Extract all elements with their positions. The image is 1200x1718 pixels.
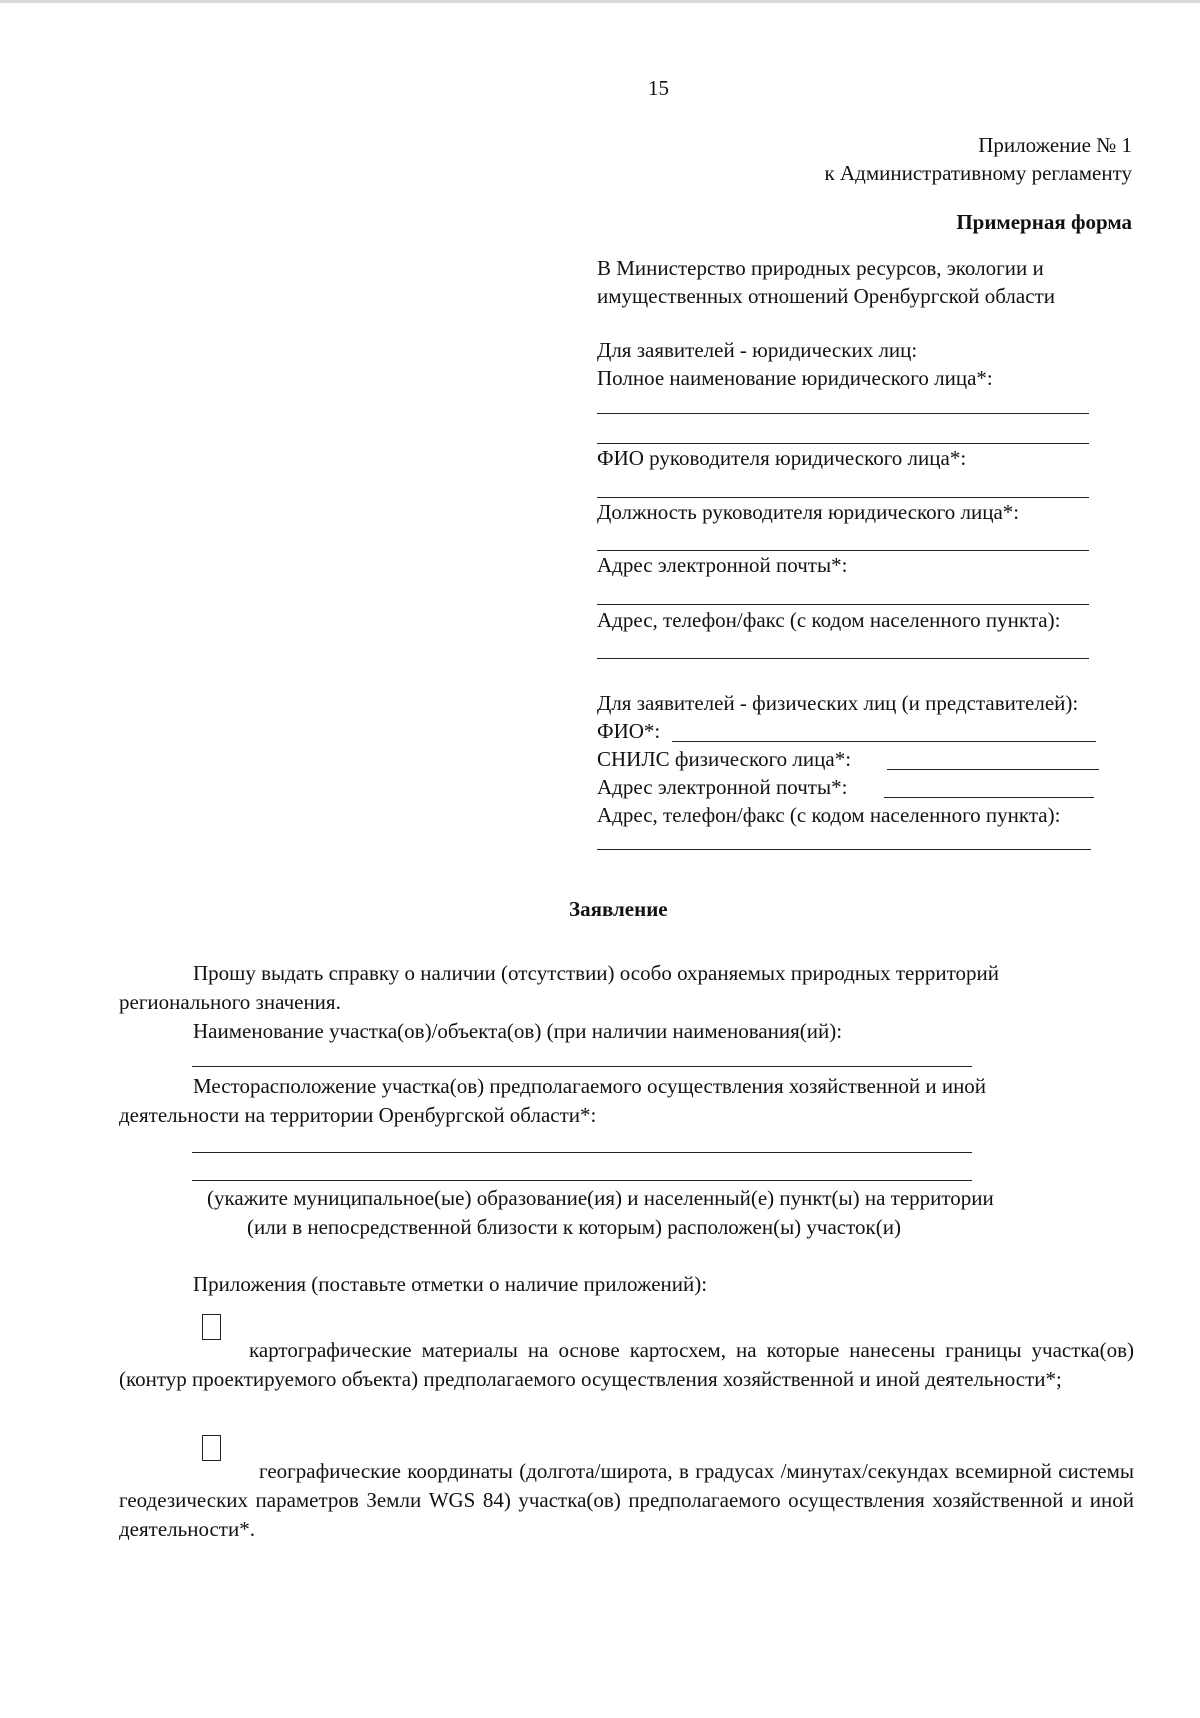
legal-full-name-line2[interactable]: [597, 443, 1089, 444]
individual-email-label: Адрес электронной почты*:: [597, 775, 848, 799]
individual-snils-label: СНИЛС физического лица*:: [597, 747, 852, 771]
legal-heading: Для заявителей - юридических лиц:: [597, 338, 918, 362]
attachments-heading: Приложения (поставьте отметки о наличие приложений):: [193, 1272, 708, 1296]
site-name-label: Наименование участка(ов)/объекта(ов) (при наличии наименования(ий):: [193, 1019, 843, 1043]
individual-email-line[interactable]: [884, 797, 1094, 798]
individual-address-label: Адрес, телефон/факс (с кодом населенного пункта):: [597, 803, 1061, 827]
appendix-reference: к Административному регламенту: [824, 161, 1132, 185]
legal-director-fio-label: ФИО руководителя юридического лица*:: [597, 446, 967, 470]
location-line-b[interactable]: [192, 1180, 972, 1181]
legal-director-position-line[interactable]: [597, 550, 1089, 551]
legal-address-line[interactable]: [597, 658, 1089, 659]
document-title: Заявление: [569, 897, 668, 921]
legal-full-name-label: Полное наименование юридического лица*:: [597, 366, 993, 390]
individual-address-line[interactable]: [597, 849, 1091, 850]
attachment2-text: географические координаты (долгота/широта, в градусах /минутах/секундах всемирной системы геодезических параметров Земли WGS 84) участка(ов) предполагаемого осуществления хозяйственной и иной деятельности*.: [119, 1459, 1134, 1541]
location-line2: деятельности на территории Оренбургской области*:: [119, 1103, 597, 1127]
individual-fio-line[interactable]: [672, 741, 1096, 742]
location-line1: Месторасположение участка(ов) предполагаемого осуществления хозяйственной и иной: [193, 1074, 987, 1098]
location-hint-line2: (или в непосредственной близости к которым) расположен(ы) участок(и): [247, 1215, 901, 1239]
legal-address-label: Адрес, телефон/факс (с кодом населенного пункта):: [597, 608, 1061, 632]
individual-fio-label: ФИО*:: [597, 719, 661, 743]
appendix-number: Приложение № 1: [978, 133, 1132, 157]
scan-edge: [0, 0, 1200, 3]
legal-director-position-label: Должность руководителя юридического лица*:: [597, 500, 1020, 524]
legal-email-line[interactable]: [597, 604, 1089, 605]
request-line2: регионального значения.: [119, 990, 341, 1014]
location-line-a[interactable]: [192, 1152, 972, 1153]
legal-full-name-line1[interactable]: [597, 413, 1089, 414]
attachment1-text: картографические материалы на основе картосхем, на которые нанесены границы участка(ов) (контур проектируемого объекта) предполагаемого осуществления хозяйственной и иной деятельности*;: [119, 1338, 1134, 1391]
request-line1: Прошу выдать справку о наличии (отсутствии) особо охраняемых природных территорий: [193, 961, 999, 985]
legal-email-label: Адрес электронной почты*:: [597, 553, 848, 577]
page-number: 15: [648, 76, 669, 100]
addressee-line2: имущественных отношений Оренбургской области: [597, 284, 1055, 308]
individual-snils-line[interactable]: [887, 769, 1099, 770]
site-name-line[interactable]: [192, 1066, 972, 1067]
legal-director-fio-line[interactable]: [597, 497, 1089, 498]
individual-heading: Для заявителей - физических лиц (и представителей):: [597, 691, 1079, 715]
location-hint-line1: (укажите муниципальное(ые) образование(ия) и населенный(е) пункт(ы) на территории: [207, 1186, 994, 1210]
addressee-line1: В Министерство природных ресурсов, экологии и: [597, 256, 1044, 280]
form-type: Примерная форма: [956, 210, 1132, 234]
